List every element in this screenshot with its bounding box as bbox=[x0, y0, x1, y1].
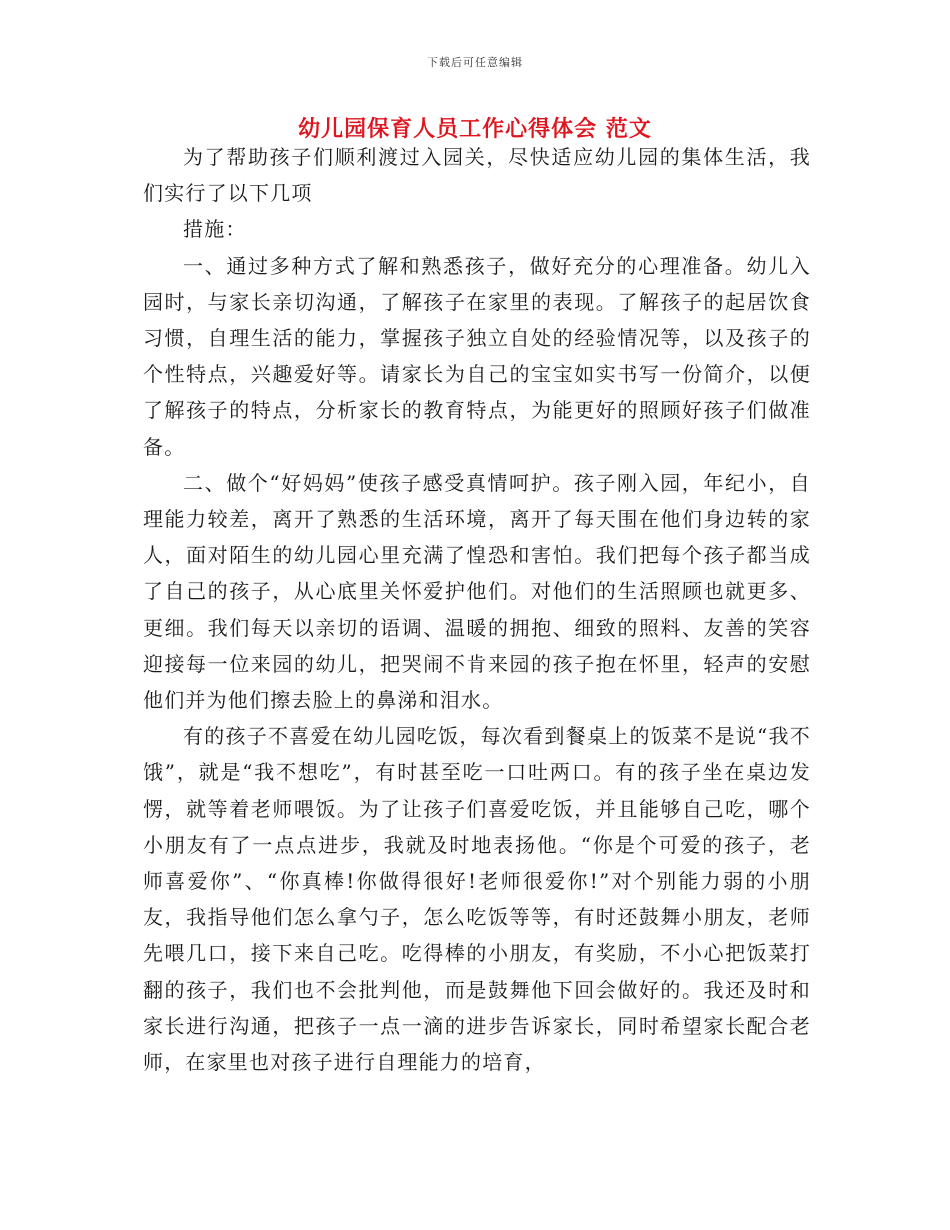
paragraph-measure-two: 二、做个“好妈妈”使孩子感受真情呵护。孩子刚入园，年纪小，自理能力较差，离开了熟悉的生活环境，离开了每天围在他们身边转的家人，面对陌生的幼儿园心里充满了惶恐和害怕。我们把每个孩子都当成了自己的孩子，从心底里关怀爱护他们。对他们的生活照顾也就更多、更细。我们每天以亲切的语调、温暖的拥抱、细致的照料、友善的笑容迎接每一位来园的幼儿，把哭闹不肯来园的孩子抱在怀里，轻声的安慰他们并为他们擦去脸上的鼻涕和泪水。 bbox=[143, 470, 811, 713]
paragraph-eating-habits: 有的孩子不喜爱在幼儿园吃饭，每次看到餐桌上的饭菜不是说“我不饿”，就是“我不想吃”，有时甚至吃一口吐两口。有的孩子坐在桌边发愣，就等着老师喂饭。为了让孩子们喜爱吃饭，并且能够自己吃，哪个小朋友有了一点点进步，我就及时地表扬他。“你是个可爱的孩子，老师喜爱你”、“你真棒!你做得很好!老师很爱你!”对个别能力弱的小朋友，我指导他们怎么拿勺子，怎么吃饭等等，有时还鼓舞小朋友，老师先喂几口，接下来自己吃。吃得棒的小朋友，有奖励，不小心把饭菜打翻的孩子，我们也不会批判他，而是鼓舞他下回会做好的。我还及时和家长进行沟通，把孩子一点一滴的进步告诉家长，同时希望家长配合老师，在家里也对孩子进行自理能力的培育， bbox=[143, 724, 811, 1075]
paragraph-measures-label: 措施： bbox=[183, 217, 247, 242]
document-title: 幼儿园保育人员工作心得体会 范文 bbox=[298, 117, 652, 142]
paragraph-intro: 为了帮助孩子们顺利渡过入园关，尽快适应幼儿园的集体生活，我们实行了以下几项 bbox=[143, 145, 811, 206]
document-body bbox=[143, 139, 811, 1080]
header-note: 下载后可任意编辑 bbox=[427, 56, 523, 69]
paragraph-measure-one: 一、通过多种方式了解和熟悉孩子，做好充分的心理准备。幼儿入园时，与家长亲切沟通，了解孩子在家里的表现。了解孩子的起居饮食习惯，自理生活的能力，掌握孩子独立自处的经验情况等，以及孩子的个性特点，兴趣爱好等。请家长为自己的宝宝如实书写一份简介，以便了解孩子的特点，分析家长的教育特点，为能更好的照顾好孩子们做准备。 bbox=[143, 253, 811, 459]
